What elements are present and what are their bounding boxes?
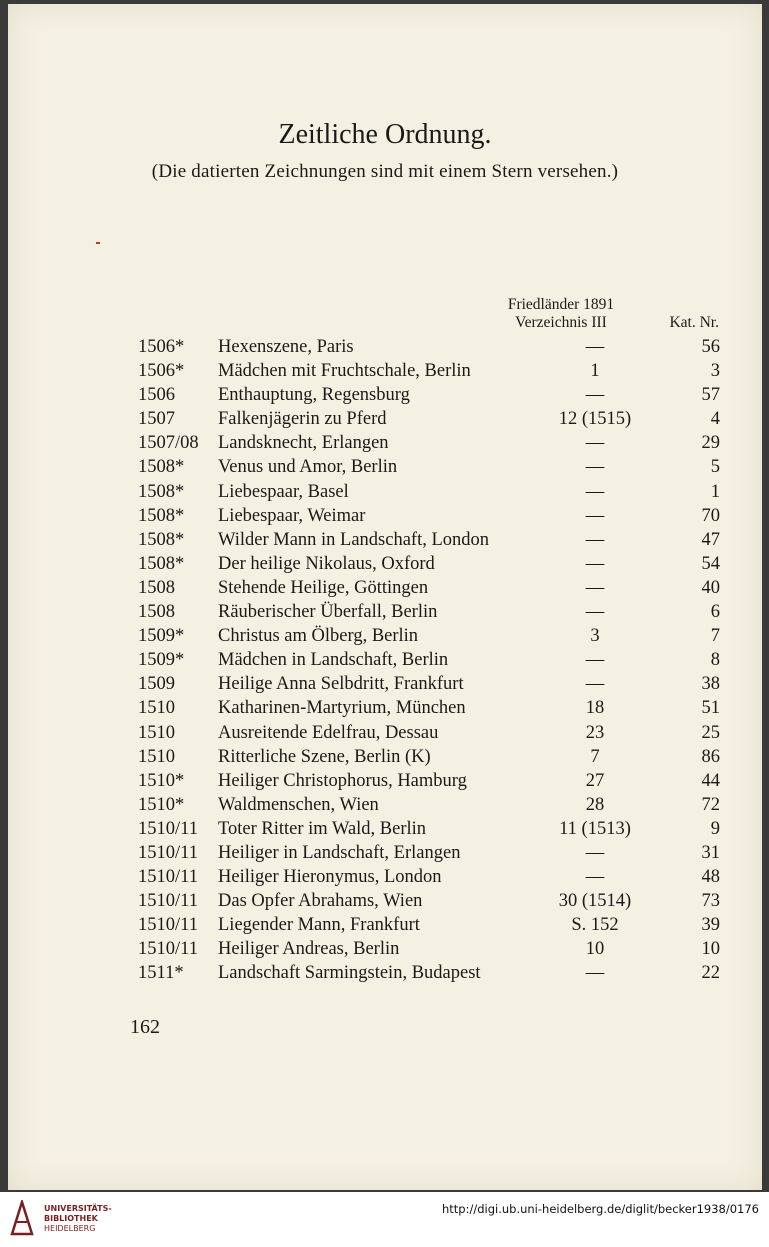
table-row <box>130 578 730 602</box>
row-year: 1508* <box>138 553 185 574</box>
page-number: 162 <box>130 1016 160 1038</box>
table-row <box>130 506 730 530</box>
table-row <box>130 337 730 361</box>
table-row <box>130 530 730 554</box>
logo-line-1: UNIVERSITÄTS- <box>44 1204 112 1213</box>
row-title: Landsknecht, Erlangen <box>218 433 389 454</box>
table-row <box>130 457 730 481</box>
row-kat-nr: 72 <box>701 794 720 815</box>
row-year: 1506 <box>138 385 175 406</box>
row-kat-nr: 1 <box>710 481 720 502</box>
row-kat-nr: 7 <box>710 626 720 647</box>
row-friedlaender-ref: — <box>585 842 605 863</box>
row-year: 1510/11 <box>138 818 198 839</box>
row-friedlaender-ref: — <box>585 457 605 478</box>
row-title: Der heilige Nikolaus, Oxford <box>218 553 435 574</box>
row-friedlaender-ref: 7 <box>590 746 600 767</box>
row-title: Toter Ritter im Wald, Berlin <box>218 818 427 839</box>
row-title: Ausreitende Edelfrau, Dessau <box>218 722 439 743</box>
row-kat-nr: 70 <box>701 505 720 526</box>
library-logo-icon <box>10 1200 34 1236</box>
row-kat-nr: 6 <box>710 602 720 623</box>
row-title: Liebespaar, Basel <box>218 481 349 502</box>
row-friedlaender-ref: — <box>585 553 605 574</box>
table-row <box>130 891 730 915</box>
row-kat-nr: 44 <box>701 770 720 791</box>
table-row <box>130 674 730 698</box>
table-row <box>130 433 730 457</box>
page-title: Zeitliche Ordnung. <box>278 119 492 150</box>
row-year: 1508* <box>138 481 185 502</box>
row-friedlaender-ref: — <box>585 529 605 550</box>
footer-bar <box>0 1192 769 1247</box>
row-kat-nr: 51 <box>701 698 720 719</box>
row-year: 1506* <box>138 361 185 382</box>
row-friedlaender-ref: 18 <box>585 698 605 719</box>
chronology-table <box>130 337 730 988</box>
row-friedlaender-ref: 10 <box>585 939 605 960</box>
row-year: 1510/11 <box>138 915 198 936</box>
table-row <box>130 626 730 650</box>
row-year: 1509* <box>138 626 185 647</box>
row-kat-nr: 8 <box>710 650 720 671</box>
table-row <box>130 771 730 795</box>
logo-line-2: BIBLIOTHEK <box>44 1214 98 1223</box>
row-title: Katharinen-Martyrium, München <box>218 698 466 719</box>
row-friedlaender-ref: — <box>585 505 605 526</box>
table-row <box>130 915 730 939</box>
row-friedlaender-ref: S. 152 <box>571 915 619 936</box>
table-row <box>130 554 730 578</box>
row-kat-nr: 29 <box>701 433 720 454</box>
table-row <box>130 361 730 385</box>
row-title: Heiliger Hieronymus, London <box>218 867 442 888</box>
row-year: 1508* <box>138 529 185 550</box>
table-row <box>130 482 730 506</box>
row-year: 1510 <box>138 698 175 719</box>
row-kat-nr: 3 <box>710 361 720 382</box>
row-friedlaender-ref: — <box>585 674 605 695</box>
row-title: Liegender Mann, Frankfurt <box>218 915 420 936</box>
library-logo-text <box>44 1204 112 1234</box>
row-friedlaender-ref: 11 (1513) <box>559 818 631 839</box>
row-year: 1510 <box>138 722 175 743</box>
table-row <box>130 795 730 819</box>
row-kat-nr: 56 <box>701 337 720 357</box>
page-subtitle: (Die datierten Zeichnungen sind mit einem Stern versehen.) <box>151 161 619 182</box>
row-kat-nr: 10 <box>701 939 720 960</box>
row-friedlaender-ref: — <box>585 867 605 888</box>
row-kat-nr: 73 <box>701 891 720 912</box>
margin-mark <box>96 242 100 244</box>
row-title: Mädchen mit Fruchtschale, Berlin <box>218 361 471 382</box>
row-title: Heilige Anna Selbdritt, Frankfurt <box>218 674 464 695</box>
table-row <box>130 409 730 433</box>
book-page <box>8 4 762 1190</box>
row-kat-nr: 5 <box>710 457 720 478</box>
row-friedlaender-ref: 30 (1514) <box>558 891 632 912</box>
row-year: 1510/11 <box>138 842 198 863</box>
row-friedlaender-ref: 3 <box>590 626 600 647</box>
row-title: Heiliger Andreas, Berlin <box>218 939 400 960</box>
row-year: 1508* <box>138 505 185 526</box>
row-year: 1508 <box>138 602 175 623</box>
row-title: Hexenszene, Paris <box>218 337 354 357</box>
row-year: 1508* <box>138 457 185 478</box>
row-title: Christus am Ölberg, Berlin <box>218 626 419 647</box>
row-year: 1511* <box>138 963 184 984</box>
row-friedlaender-ref: — <box>585 963 605 984</box>
row-friedlaender-ref: — <box>585 337 605 357</box>
row-title: Venus und Amor, Berlin <box>218 457 398 478</box>
table-row <box>130 747 730 771</box>
table-row <box>130 698 730 722</box>
row-kat-nr: 57 <box>701 385 720 406</box>
row-title: Enthauptung, Regensburg <box>218 385 410 406</box>
table-row <box>130 385 730 409</box>
row-title: Heiliger in Landschaft, Erlangen <box>218 842 461 863</box>
row-kat-nr: 39 <box>701 915 720 936</box>
row-year: 1507/08 <box>138 433 199 454</box>
logo-line-3: HEIDELBERG <box>44 1224 96 1233</box>
table-row <box>130 819 730 843</box>
row-year: 1509 <box>138 674 175 695</box>
row-title: Stehende Heilige, Göttingen <box>218 577 429 598</box>
kat-nr-column-header: Kat. Nr. <box>669 314 719 331</box>
friedlaender-header-line1: Friedländer 1891 <box>507 296 615 313</box>
row-title: Ritterliche Szene, Berlin (K) <box>218 746 431 767</box>
row-friedlaender-ref: — <box>585 577 605 598</box>
row-kat-nr: 38 <box>701 674 720 695</box>
row-title: Wilder Mann in Landschaft, London <box>218 529 490 550</box>
row-title: Liebespaar, Weimar <box>218 505 366 526</box>
row-year: 1506* <box>138 337 185 357</box>
row-kat-nr: 47 <box>701 529 720 550</box>
table-row <box>130 867 730 891</box>
row-title: Heiliger Christophorus, Hamburg <box>218 770 467 791</box>
row-kat-nr: 4 <box>710 409 720 430</box>
row-friedlaender-ref: — <box>585 602 605 623</box>
row-friedlaender-ref: 28 <box>585 794 605 815</box>
row-year: 1510* <box>138 794 185 815</box>
table-row <box>130 650 730 674</box>
row-title: Räuberischer Überfall, Berlin <box>218 602 438 623</box>
row-friedlaender-ref: — <box>585 481 605 502</box>
table-row <box>130 939 730 963</box>
friedlaender-header-line2: Verzeichnis III <box>515 314 607 331</box>
row-year: 1510 <box>138 746 175 767</box>
row-year: 1508 <box>138 577 175 598</box>
row-friedlaender-ref: — <box>585 650 605 671</box>
row-friedlaender-ref: 27 <box>585 770 605 791</box>
row-year: 1510/11 <box>138 939 198 960</box>
row-title: Mädchen in Landschaft, Berlin <box>218 650 449 671</box>
row-kat-nr: 54 <box>701 553 720 574</box>
row-friedlaender-ref: 12 (1515) <box>558 409 632 430</box>
row-year: 1510/11 <box>138 867 198 888</box>
table-row <box>130 723 730 747</box>
row-kat-nr: 22 <box>701 963 720 984</box>
row-kat-nr: 31 <box>701 842 720 863</box>
row-friedlaender-ref: — <box>585 433 605 454</box>
row-title: Landschaft Sarmingstein, Budapest <box>218 963 481 984</box>
row-year: 1510/11 <box>138 891 198 912</box>
friedlaender-column-header <box>496 296 626 332</box>
row-kat-nr: 9 <box>710 818 720 839</box>
row-kat-nr: 48 <box>701 867 720 888</box>
table-row <box>130 843 730 867</box>
row-title: Falkenjägerin zu Pferd <box>218 409 387 430</box>
row-friedlaender-ref: 23 <box>585 722 605 743</box>
source-url[interactable]: http://digi.ub.uni-heidelberg.de/diglit/becker1938/0176 <box>441 1202 759 1216</box>
row-kat-nr: 40 <box>701 577 720 598</box>
row-year: 1507 <box>138 409 175 430</box>
row-title: Waldmenschen, Wien <box>218 794 379 815</box>
row-kat-nr: 86 <box>701 746 720 767</box>
row-year: 1509* <box>138 650 185 671</box>
row-friedlaender-ref: — <box>585 385 605 406</box>
row-year: 1510* <box>138 770 185 791</box>
row-title: Das Opfer Abrahams, Wien <box>218 891 423 912</box>
row-kat-nr: 25 <box>701 722 720 743</box>
row-friedlaender-ref: 1 <box>590 361 600 382</box>
table-row <box>130 602 730 626</box>
table-row <box>130 963 730 987</box>
